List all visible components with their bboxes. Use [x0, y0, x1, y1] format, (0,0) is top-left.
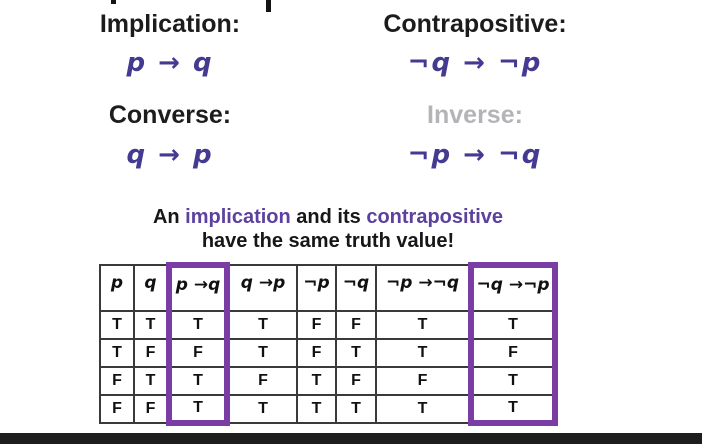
truth-table-cell: T — [297, 367, 336, 395]
truth-table-cell: F — [471, 339, 555, 367]
callout-line1-part-implication: implication — [185, 206, 291, 228]
truth-table-header-q-implies-p: q →p — [227, 265, 297, 311]
callout-line1-part: and its — [290, 206, 367, 228]
callout-line1-part-contrapositive: contrapositive — [366, 206, 504, 228]
truth-table-header-q: q — [134, 265, 169, 311]
truth-table-row — [100, 339, 555, 367]
truth-table-row — [100, 395, 555, 423]
truth-table-cell: F — [134, 339, 169, 367]
truth-table-cell: T — [134, 367, 169, 395]
bottom-bar — [0, 433, 702, 444]
truth-table — [99, 262, 558, 426]
callout-line1-part: An — [152, 206, 186, 228]
truth-table-cell: T — [336, 395, 376, 423]
truth-table-cell: T — [471, 367, 555, 395]
truth-table-cell: F — [297, 339, 336, 367]
truth-table-cell: F — [100, 395, 134, 423]
cropped-title-fragment — [111, 0, 116, 4]
truth-table-cell: T — [376, 311, 471, 339]
truth-table-cell: F — [100, 367, 134, 395]
truth-table-cell: T — [100, 311, 134, 339]
inverse-formula: ¬p → ¬q — [407, 140, 543, 170]
truth-table-cell: T — [134, 311, 169, 339]
truth-table-cell: T — [471, 395, 555, 423]
truth-table-cell: T — [336, 339, 376, 367]
converse-formula: q → p — [126, 140, 214, 170]
truth-table-cell: F — [376, 367, 471, 395]
truth-table-header-not-q: ¬q — [336, 265, 376, 311]
truth-table-header-not-p: ¬p — [297, 265, 336, 311]
truth-table-header-inverse: ¬p →¬q — [376, 265, 471, 311]
truth-table-header-p: p — [100, 265, 134, 311]
truth-table-row — [100, 311, 555, 339]
callout-text — [58, 205, 598, 253]
callout-line1 — [58, 205, 598, 229]
contrapositive-formula: ¬q → ¬p — [407, 48, 543, 78]
converse-label: Converse: — [108, 101, 232, 129]
truth-table-cell: F — [336, 311, 376, 339]
truth-table-cell: T — [376, 339, 471, 367]
truth-table-cell: T — [169, 395, 227, 423]
implication-formula: p → q — [126, 48, 214, 78]
inverse-label: Inverse: — [427, 101, 523, 129]
truth-table-cell: T — [376, 395, 471, 423]
truth-table-header-p-implies-q: p →q — [169, 265, 227, 311]
truth-table-cell: F — [297, 311, 336, 339]
truth-table-row — [100, 367, 555, 395]
truth-table-header-row — [100, 265, 555, 311]
truth-table-cell: F — [227, 367, 297, 395]
callout-line2: have the same truth value! — [201, 230, 455, 252]
implication-label: Implication: — [99, 10, 241, 38]
truth-table-cell: T — [227, 311, 297, 339]
truth-table-cell: F — [336, 367, 376, 395]
truth-table-cell: T — [227, 339, 297, 367]
truth-table-cell: F — [134, 395, 169, 423]
truth-table-cell: T — [471, 311, 555, 339]
truth-table-cell: T — [169, 367, 227, 395]
truth-table-cell: T — [169, 311, 227, 339]
truth-table-container — [99, 262, 558, 426]
truth-table-header-contrapositive: ¬q →¬p — [471, 265, 555, 311]
truth-table-cell: F — [169, 339, 227, 367]
truth-table-cell: T — [297, 395, 336, 423]
truth-table-cell: T — [227, 395, 297, 423]
truth-table-cell: T — [100, 339, 134, 367]
contrapositive-label: Contrapositive: — [383, 10, 567, 38]
